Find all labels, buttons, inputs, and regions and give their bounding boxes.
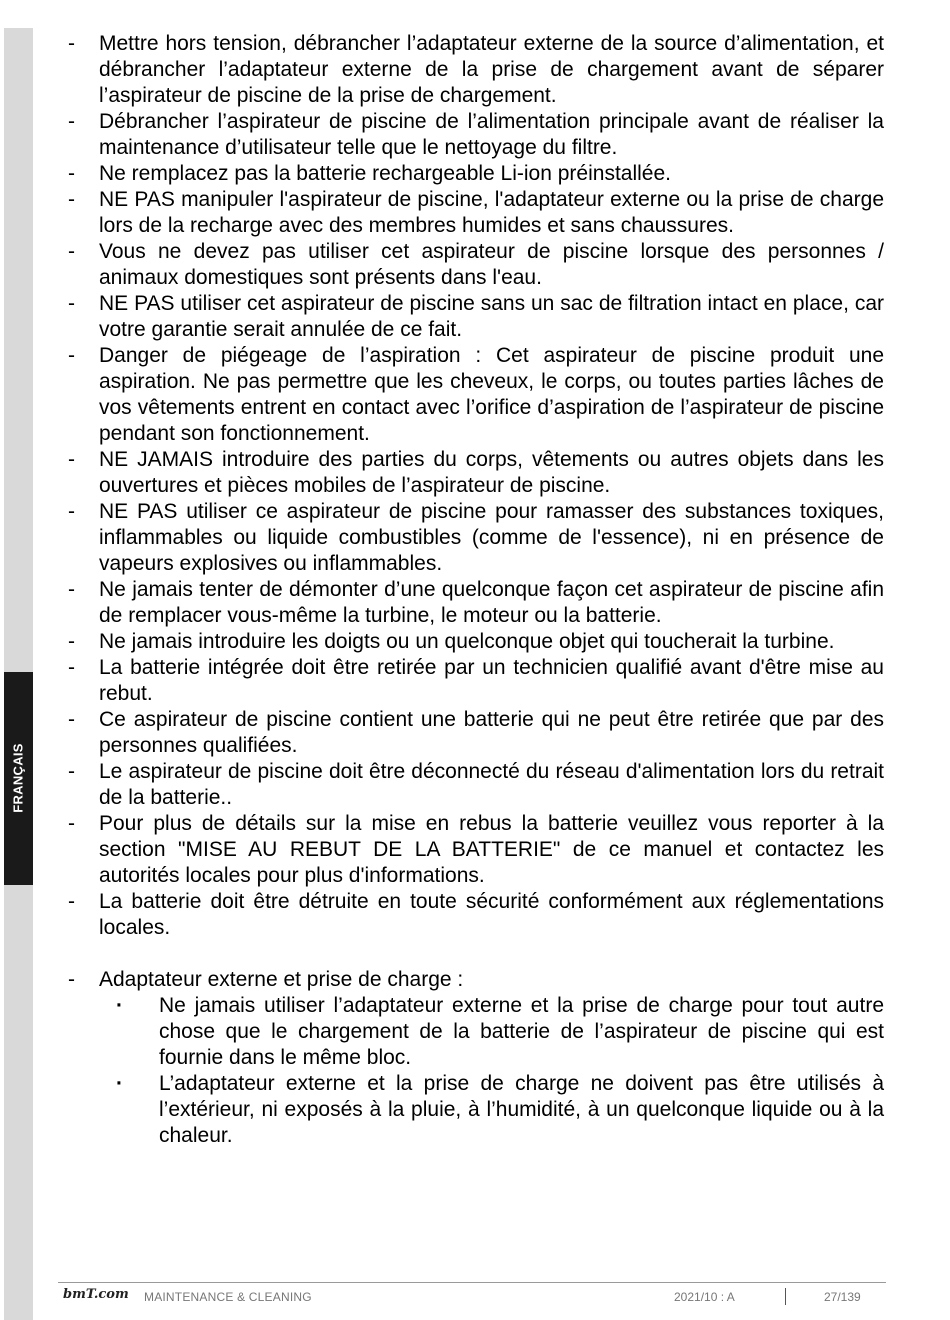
list-item: - NE PAS utiliser ce aspirateur de piscine pour ramasser des substances toxiques, inflammables ou liquide combustibles (comme de l'essence), ni en présence de vapeurs explosives ou inflammables. bbox=[64, 499, 884, 577]
list-item: - NE PAS manipuler l'aspirateur de piscine, l'adaptateur externe ou la prise de charge lors de la recharge avec des membres humides et sans chaussures. bbox=[64, 187, 884, 239]
footer-divider bbox=[58, 1282, 886, 1283]
footer-revision: 2021/10 : A bbox=[674, 1290, 735, 1304]
language-label: FRANÇAIS bbox=[10, 743, 26, 813]
list-item: - Pour plus de détails sur la mise en rebus la batterie veuillez vous reporter à la section "MISE AU REBUT DE LA BATTERIE" de ce manuel et contactez les autorités locales pour plus d'informations. bbox=[64, 811, 884, 889]
adapter-sublist bbox=[99, 993, 884, 1149]
sub-list-item: · Ne jamais utiliser l’adaptateur externe et la prise de charge pour tout autre chose que le chargement de la batterie de l’aspirateur de piscine qui est fournie dans le même bloc. bbox=[99, 993, 884, 1071]
list-item: - Ne remplacez pas la batterie rechargeable Li-ion préinstallée. bbox=[64, 161, 884, 187]
list-item: - Vous ne devez pas utiliser cet aspirateur de piscine lorsque des personnes / animaux domestiques sont présents dans l'eau. bbox=[64, 239, 884, 291]
list-item: - La batterie doit être détruite en toute sécurité conformément aux réglementations locales. bbox=[64, 889, 884, 941]
list-item: - NE JAMAIS introduire des parties du corps, vêtements ou autres objets dans les ouvertures et pièces mobiles de l’aspirateur de piscine. bbox=[64, 447, 884, 499]
brand-logo: bmT.com bbox=[63, 1287, 129, 1302]
list-item: - La batterie intégrée doit être retirée par un technicien qualifié avant d'être mise au rebut. bbox=[64, 655, 884, 707]
sub-list-item: · L’adaptateur externe et la prise de charge ne doivent pas être utilisés à l’extérieur, ni exposés à la pluie, à l’humidité, à un quelconque liquide ou à la chaleur. bbox=[99, 1071, 884, 1149]
list-item: - Débrancher l’aspirateur de piscine de l’alimentation principale avant de réaliser la maintenance d’utilisateur telle que le nettoyage du filtre. bbox=[64, 109, 884, 161]
page-footer bbox=[58, 1286, 886, 1310]
adapter-section bbox=[64, 967, 884, 1149]
list-item: - Ne jamais introduire les doigts ou un quelconque objet qui toucherait la turbine. bbox=[64, 629, 884, 655]
adapter-heading: Adaptateur externe et prise de charge : bbox=[99, 968, 464, 991]
list-item: - Mettre hors tension, débrancher l’adaptateur externe de la source d’alimentation, et débrancher l’adaptateur externe de la prise de chargement avant de séparer l’aspirateur de piscine de la prise de chargement. bbox=[64, 31, 884, 109]
footer-section-title: MAINTENANCE & CLEANING bbox=[144, 1290, 312, 1304]
footer-separator bbox=[785, 1288, 786, 1305]
list-item: - Danger de piégeage de l’aspiration : Cet aspirateur de piscine produit une aspiration. Ne pas permettre que les cheveux, le corps, ou toutes parties lâches de vos vêtements entrent en contact avec l’orifice d’aspiration de l’aspirateur de piscine pendant son fonctionnement. bbox=[64, 343, 884, 447]
list-item: - Le aspirateur de piscine doit être déconnecté du réseau d'alimentation lors du retrait de la batterie.. bbox=[64, 759, 884, 811]
safety-instructions bbox=[64, 31, 884, 1149]
page-number: 27/139 bbox=[824, 1290, 861, 1304]
list-item: - Ce aspirateur de piscine contient une batterie qui ne peut être retirée que par des personnes qualifiées. bbox=[64, 707, 884, 759]
list-item: - NE PAS utiliser cet aspirateur de piscine sans un sac de filtration intact en place, car votre garantie serait annulée de ce fait. bbox=[64, 291, 884, 343]
instruction-list bbox=[64, 31, 884, 1149]
list-item: - Ne jamais tenter de démonter d’une quelconque façon cet aspirateur de piscine afin de remplacer vous-même la turbine, le moteur ou la batterie. bbox=[64, 577, 884, 629]
